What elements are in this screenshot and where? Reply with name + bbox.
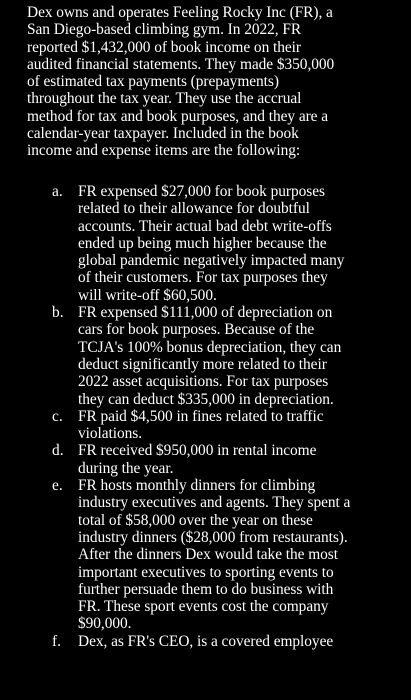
item-line: cars for book purposes. Because of the <box>78 321 315 339</box>
list-marker: d. <box>52 442 64 460</box>
intro-line: throughout the tax year. They use the accrual <box>27 90 302 108</box>
item-line: industry executives and agents. They spent a <box>78 494 351 512</box>
item-line: $90,000. <box>78 615 132 633</box>
item-line: total of $58,000 over the year on these <box>78 511 313 529</box>
item-line: After the dinners Dex would take the most <box>78 546 338 564</box>
item-line: TCJA's 100% bonus depreciation, they can <box>78 338 342 356</box>
intro-paragraph <box>27 4 411 160</box>
item-line: during the year. <box>78 459 174 477</box>
item-line: related to their allowance for doubtful <box>78 200 310 218</box>
list-item-d <box>0 442 411 477</box>
list-item-e <box>0 477 411 633</box>
item-line: global pandemic negatively impacted many <box>78 252 345 270</box>
item-line: FR received $950,000 in rental income <box>78 442 317 460</box>
intro-line: calendar-year taxpayer. Included in the book <box>27 125 299 143</box>
item-line: FR hosts monthly dinners for climbing <box>78 477 316 495</box>
intro-line: method for tax and book purposes, and they are a <box>27 107 329 125</box>
list-marker: b. <box>52 304 64 322</box>
item-line: 2022 asset acquisitions. For tax purposes <box>78 373 329 391</box>
intro-line: Dex owns and operates Feeling Rocky Inc (FR), a <box>27 4 333 21</box>
item-line: of their customers. For tax purposes they <box>78 269 328 287</box>
item-line: FR expensed $27,000 for book purposes <box>78 183 325 200</box>
item-line: Dex, as FR's CEO, is a covered employee <box>78 632 334 650</box>
item-line: they can deduct $335,000 in depreciation. <box>78 390 334 408</box>
intro-line: of estimated tax payments (prepayments) <box>27 73 279 91</box>
item-line: FR paid $4,500 in fines related to traffic <box>78 407 324 425</box>
list-item-c <box>0 408 411 443</box>
list-marker: f. <box>52 632 61 650</box>
list-marker: a. <box>52 183 63 200</box>
expense-item-list <box>0 183 411 650</box>
list-marker: c. <box>52 407 63 425</box>
intro-line: audited financial statements. They made $350,000 <box>27 55 335 73</box>
list-item-a <box>0 183 411 304</box>
item-line: ended up being much higher because the <box>78 234 327 252</box>
intro-line: San Diego-based climbing gym. In 2022, FR <box>27 21 302 39</box>
list-item-b <box>0 304 411 408</box>
item-line: FR expensed $111,000 of depreciation on <box>78 304 333 322</box>
item-line: industry dinners ($28,000 from restaurants). <box>78 528 348 546</box>
item-line: accounts. Their actual bad debt write-offs <box>78 217 332 235</box>
item-line: deduct significantly more related to their <box>78 355 327 373</box>
item-line: FR. These sport events cost the company <box>78 598 329 616</box>
intro-line: income and expense items are the following: <box>27 142 301 160</box>
item-line: violations. <box>78 425 143 443</box>
list-marker: e. <box>52 477 63 495</box>
intro-line: reported $1,432,000 of book income on their <box>27 38 301 56</box>
item-line: important executives to sporting events to <box>78 563 334 581</box>
item-line: will write-off $60,500. <box>78 286 217 304</box>
list-item-f <box>0 633 411 650</box>
item-line: further persuade them to do business with <box>78 580 334 598</box>
